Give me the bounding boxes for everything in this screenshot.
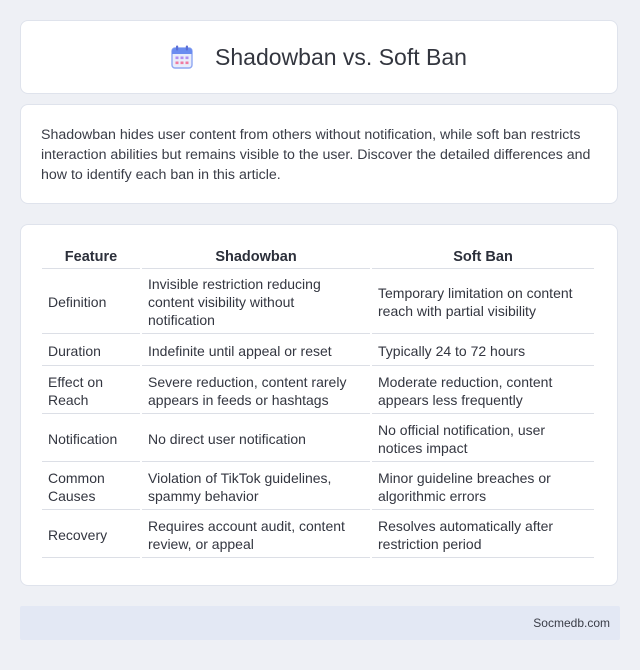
column-header-shadowban: Shadowban <box>142 245 370 269</box>
soft-ban-cell: Minor guideline breaches or algorithmic errors <box>372 464 594 510</box>
column-header-soft-ban: Soft Ban <box>372 245 594 269</box>
table-row <box>42 271 594 334</box>
table-row <box>42 416 594 462</box>
table-row <box>42 336 594 366</box>
title-card <box>20 20 618 94</box>
soft-ban-cell: Typically 24 to 72 hours <box>372 336 594 366</box>
feature-cell: Common Causes <box>42 464 140 510</box>
shadowban-cell: Indefinite until appeal or reset <box>142 336 370 366</box>
title-row <box>171 44 467 71</box>
comparison-table <box>40 243 596 560</box>
site-credit: Socmedb.com <box>533 616 610 630</box>
feature-cell: Effect on Reach <box>42 368 140 414</box>
footer <box>20 606 620 640</box>
comparison-card <box>20 224 618 586</box>
table-row <box>42 368 594 414</box>
table-row <box>42 464 594 510</box>
shadowban-cell: Severe reduction, content rarely appears in feeds or hashtags <box>142 368 370 414</box>
column-header-feature: Feature <box>42 245 140 269</box>
feature-cell: Duration <box>42 336 140 366</box>
feature-cell: Recovery <box>42 512 140 558</box>
shadowban-cell: No direct user notification <box>142 416 370 462</box>
feature-cell: Definition <box>42 271 140 334</box>
soft-ban-cell: Temporary limitation on content reach with partial visibility <box>372 271 594 334</box>
shadowban-cell: Violation of TikTok guidelines, spammy behavior <box>142 464 370 510</box>
soft-ban-cell: Moderate reduction, content appears less frequently <box>372 368 594 414</box>
table-row <box>42 512 594 558</box>
feature-cell: Notification <box>42 416 140 462</box>
summary-card <box>20 104 618 204</box>
page-title: Shadowban vs. Soft Ban <box>215 43 467 70</box>
calendar-icon <box>171 45 193 69</box>
soft-ban-cell: No official notification, user notices impact <box>372 416 594 462</box>
shadowban-cell: Invisible restriction reducing content visibility without notification <box>142 271 370 334</box>
table-header-row <box>42 245 594 269</box>
shadowban-cell: Requires account audit, content review, or appeal <box>142 512 370 558</box>
summary-text: Shadowban hides user content from others without notification, while soft ban restricts interaction abilities but remains visible to the user. Discover the detailed differences and how to identify each ban in this article. <box>41 127 591 183</box>
soft-ban-cell: Resolves automatically after restriction period <box>372 512 594 558</box>
